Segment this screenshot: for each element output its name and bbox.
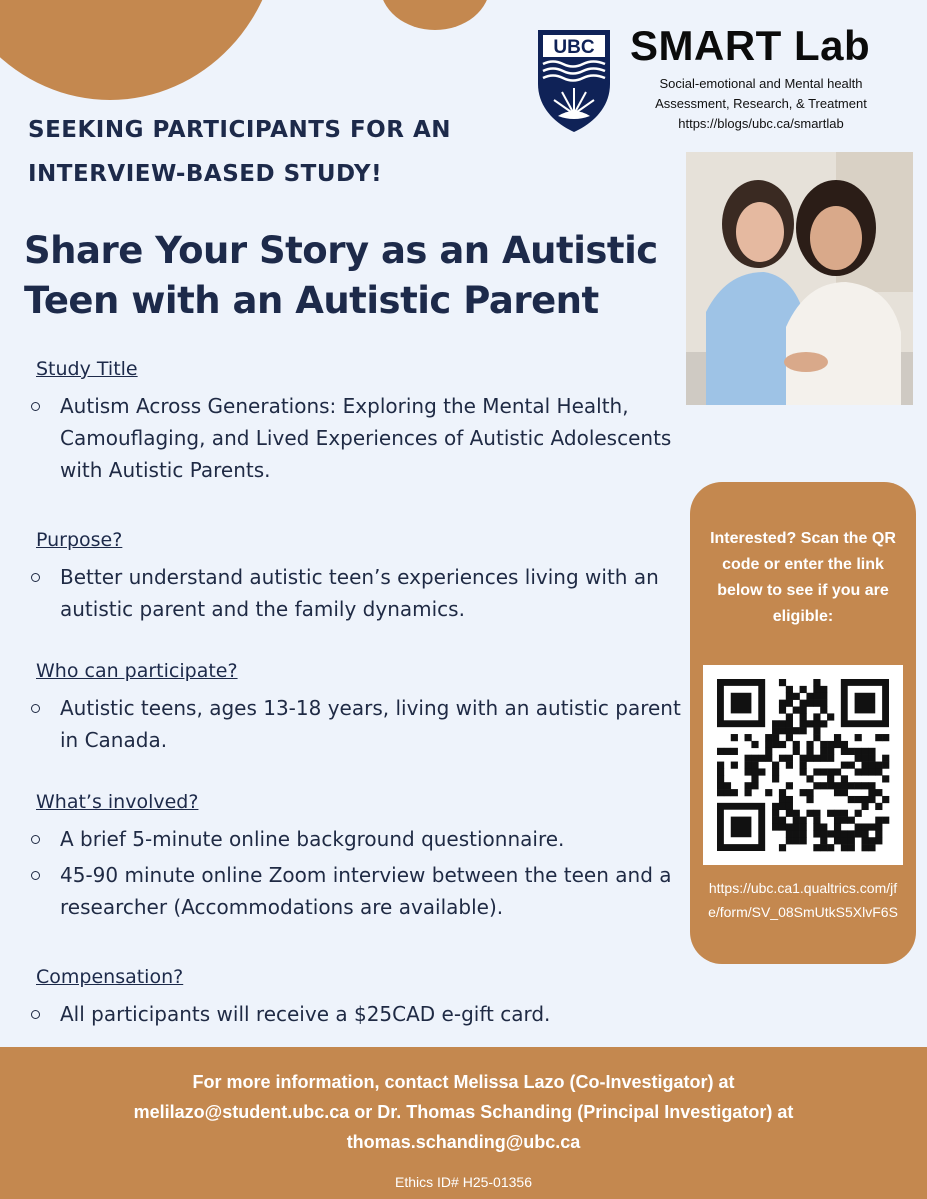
bullet-item: All participants will receive a $25CAD e-gift card. [36,998,686,1030]
section-heading: What’s involved? [36,791,199,813]
section-heading: Who can participate? [36,660,238,682]
contact-line1: For more information, contact Melissa Lazo (Co-Investigator) at [192,1072,735,1092]
lab-url[interactable]: https://blogs/ubc.ca/smartlab [678,116,844,131]
ethics-id: Ethics ID# H25-01356 [395,1174,532,1190]
qr-code[interactable] [703,665,903,865]
section-heading: Purpose? [36,529,123,551]
headline-line2: Teen with an Autistic Parent [24,279,599,322]
decorative-blob-top [380,0,490,30]
bullet-list [36,998,686,1030]
bullet-item: Autism Across Generations: Exploring the Mental Health, Camouflaging, and Lived Experiences of Autistic Adolescents with Autistic Parents. [36,390,686,486]
lab-subtitle [626,74,896,134]
section-heading: Compensation? [36,966,184,988]
section-purpose [36,525,686,629]
lab-title: SMART Lab [630,22,871,69]
contact-line3[interactable]: thomas.schanding@ubc.ca [346,1132,581,1152]
bullet-item: 45-90 minute online Zoom interview between the teen and a researcher (Accommodations are available). [36,859,686,923]
section-who-can-participate [36,656,686,760]
bullet-item: A brief 5-minute online background questionnaire. [36,823,686,855]
contact-info [40,1067,887,1157]
logo-text: UBC [553,37,595,58]
bullet-item: Better understand autistic teen’s experiences living with an autistic parent and the family dynamics. [36,561,686,625]
decorative-blob-left [0,0,280,100]
qr-prompt: Interested? Scan the QR code or enter the link below to see if you are eligible: [710,530,896,625]
qr-card [690,482,916,964]
bullet-list [36,390,686,486]
section-study-title [36,354,686,490]
bullet-list [36,561,686,625]
bullet-item: Autistic teens, ages 13-18 years, living with an autistic parent in Canada. [36,692,686,756]
headline-line1: Share Your Story as an Autistic [24,229,658,272]
footer [0,1047,927,1199]
contact-line2[interactable]: melilazo@student.ubc.ca or Dr. Thomas Schanding (Principal Investigator) at [133,1102,794,1122]
seeking-line1: SEEKING PARTICIPANTS FOR AN [28,117,451,143]
photo-teen-and-parent [686,152,913,405]
section-whats-involved [36,787,686,927]
lab-subtitle-line1: Social-emotional and Mental health [659,76,863,91]
bullet-list [36,692,686,756]
lab-subtitle-line2: Assessment, Research, & Treatment [655,96,867,111]
section-compensation [36,962,686,1034]
seeking-line2: INTERVIEW-BASED STUDY! [28,161,383,187]
survey-link[interactable]: https://ubc.ca1.qualtrics.com/jfe/form/SV_08SmUtkS5XlvF6S [708,880,898,920]
main-headline [24,226,684,326]
seeking-participants-heading [28,108,548,196]
qr-code-icon [703,665,903,865]
section-heading: Study Title [36,358,138,380]
bullet-list [36,823,686,923]
